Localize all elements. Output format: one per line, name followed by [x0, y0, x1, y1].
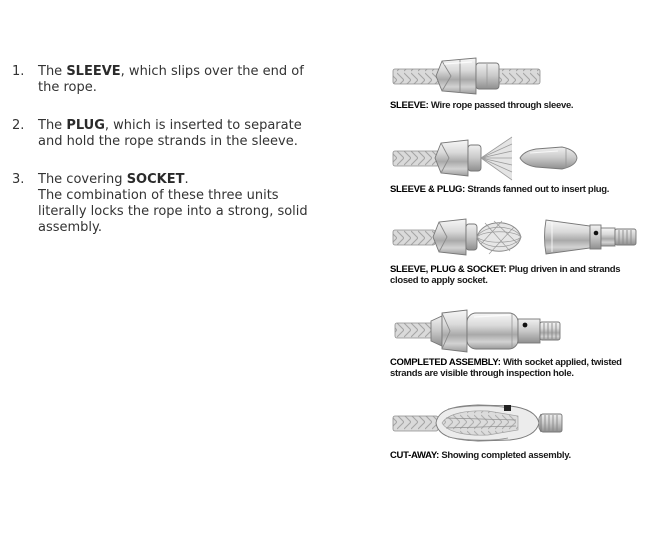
figure-caption — [390, 450, 648, 461]
caption-text: With socket applied, twisted strands are visible through inspection hole. — [390, 357, 622, 379]
figure-sleeve — [390, 56, 650, 111]
figure-sleeve-plug-socket — [390, 214, 650, 286]
caption-label: COMPLETED ASSEMBLY: — [390, 357, 501, 368]
caption-text: Showing completed assembly. — [439, 450, 571, 461]
caption-label: SLEEVE: — [390, 100, 429, 111]
caption-label: SLEEVE & PLUG: — [390, 184, 465, 195]
term-sleeve: SLEEVE — [66, 64, 121, 79]
figure-caption — [390, 184, 648, 195]
figure-caption — [390, 264, 648, 286]
figure-completed-assembly — [390, 306, 650, 379]
caption-label: CUT-AWAY: — [390, 450, 440, 461]
item-text: The PLUG, which is inserted to separate and hold the rope strands in the sleeve. — [38, 118, 302, 149]
item-text: The SLEEVE, which slips over the end of the rope. — [38, 64, 304, 95]
figure-sleeve-plug — [390, 134, 650, 195]
caption-label: SLEEVE, PLUG & SOCKET: — [390, 264, 507, 275]
figure-caption — [390, 357, 648, 379]
caption-text: Strands fanned out to insert plug. — [464, 184, 610, 195]
cutaway-assembly-icon — [390, 398, 640, 448]
item-number: 1. — [12, 64, 25, 79]
item-text-continuation: The combination of these three units literally locks the rope into a strong, solid assembly. — [38, 188, 308, 235]
instruction-list — [12, 64, 318, 258]
figure-caption — [390, 100, 648, 111]
rope-sleeve-plug-socket-icon — [390, 214, 640, 262]
item-number: 2. — [12, 118, 25, 133]
instruction-item-3 — [12, 172, 318, 236]
completed-assembly-icon — [390, 306, 640, 355]
rope-sleeve-plug-icon — [390, 134, 640, 182]
caption-text: Wire rope passed through sleeve. — [428, 100, 574, 111]
rope-sleeve-icon — [390, 56, 640, 98]
term-socket: SOCKET — [126, 172, 185, 187]
figure-cutaway — [390, 398, 650, 461]
caption-text: Plug driven in and strands closed to apply socket. — [390, 264, 621, 286]
item-text: The covering SOCKET. The combination of these three units literally locks the rope into a strong, solid assembly. — [38, 172, 316, 236]
instruction-item-1 — [12, 64, 318, 96]
instruction-item-2 — [12, 118, 318, 150]
term-plug: PLUG — [66, 118, 105, 133]
item-number: 3. — [12, 172, 25, 187]
